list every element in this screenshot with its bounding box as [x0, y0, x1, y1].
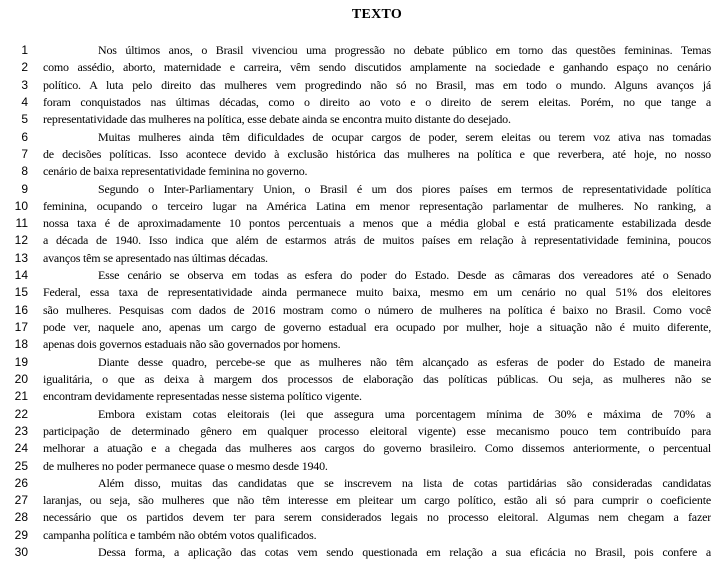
line-text: apenas dois governos estaduais não são governados por homens. [43, 337, 341, 352]
line-text: encontram devidamente representadas nesse sistema político vigente. [43, 389, 362, 404]
line-text: melhorar a atuação e a chegada das mulheres aos cargos do governo brasileiro. Como dissemos anteriormente, o percentual [43, 441, 711, 456]
line-text: campanha política e também não obtém votos qualificados. [43, 527, 317, 542]
text-line [0, 354, 718, 371]
line-text: foram conquistados nas últimas décadas, como o direito ao voto e o direito de serem eleitas. Porém, no que tange a [43, 94, 711, 109]
text-line [0, 94, 718, 111]
text-line [0, 406, 718, 423]
text-line [0, 146, 718, 163]
line-text: nossa taxa é de aproximadamente 10 pontos percentuais a menos que a média global e está praticamente estabilizada desde [43, 216, 711, 231]
line-number: 25 [14, 458, 28, 473]
text-line [0, 129, 718, 146]
text-line [0, 198, 718, 215]
line-number: 26 [14, 475, 28, 490]
text-line [0, 544, 718, 561]
line-text: representatividade das mulheres na política, esse debate ainda se encontra muito distante do desejado. [43, 112, 511, 127]
line-number: 1 [21, 43, 28, 57]
line-text: Além disso, muitas das candidatas que se inscrevem na lista de cotas partidárias são consideradas candidatas [98, 475, 711, 490]
text-line [0, 215, 718, 232]
line-text: Esse cenário se observa em todas as esfera do poder do Estado. Desde as câmaras dos vereadores até o Senado [98, 268, 711, 283]
line-number: 28 [14, 510, 28, 525]
line-text: necessário que os partidos devem ter para serem considerados legais no processo eleitoral. Algumas nem chegam a fazer [43, 510, 711, 525]
line-number: 20 [14, 371, 28, 386]
line-text: são mulheres. Pesquisas com dados de 2016 mostram como o número de mulheres na política é baixo no Brasil. Como você [43, 302, 711, 317]
line-number: 3 [21, 77, 28, 92]
line-text: Embora existam cotas eleitorais (lei que assegura uma porcentagem mínima de 30% e máxima de 70% a [98, 406, 711, 421]
line-text: Nos últimos anos, o Brasil vivenciou uma progressão no debate público em torno das questões femininas. Temas [98, 43, 711, 57]
line-number: 22 [14, 406, 28, 421]
text-line [0, 163, 718, 180]
text-line [0, 77, 718, 94]
line-number: 2 [21, 60, 28, 75]
text-body [0, 42, 718, 561]
text-line [0, 509, 718, 526]
line-number: 23 [14, 423, 28, 438]
line-text: Muitas mulheres ainda têm dificuldades de ocupar cargos de poder, serem eleitas ou terem voz ativa nas tomadas [98, 129, 711, 144]
line-text: como assédio, aborto, maternidade e carreira, vêm sendo discutidos amplamente na sociedade e ganhando espaço no cenário [43, 60, 711, 75]
line-number: 29 [14, 527, 28, 542]
line-number: 15 [14, 285, 28, 300]
line-number: 27 [14, 493, 28, 508]
line-text: a década de 1940. Isso indica que além de estarmos atrás de muitos países em relação à representatividade feminina, poucos [43, 233, 711, 248]
line-text: de mulheres no poder permanece quase o mesmo desde 1940. [43, 458, 328, 473]
text-line [0, 59, 718, 76]
line-number: 16 [14, 302, 28, 317]
line-number: 12 [14, 233, 28, 248]
text-line [0, 336, 718, 353]
line-number: 13 [14, 250, 28, 265]
text-line [0, 371, 718, 388]
line-number: 21 [14, 389, 28, 404]
line-number: 18 [14, 337, 28, 352]
text-line [0, 458, 718, 475]
line-text: Federal, essa taxa de representatividade ainda permanece muito baixa, mesmo em um cenário no qual 51% dos eleitores [43, 285, 711, 300]
text-line [0, 475, 718, 492]
line-text: igualitária, o que as deixa à margem dos processos de elaboração das políticas públicas. Ou seja, as mulheres não se [43, 371, 711, 386]
line-text: cenário de baixa representatividade feminina no governo. [43, 164, 308, 179]
text-line [0, 42, 718, 59]
text-line [0, 319, 718, 336]
line-number: 19 [14, 354, 28, 369]
text-line [0, 388, 718, 405]
line-text: Dessa forma, a aplicação das cotas vem sendo questionada em relação a sua eficácia no Brasil, pois confere a [98, 545, 711, 560]
line-number: 11 [15, 216, 28, 231]
line-text: participação de determinado gênero em qualquer processo eleitoral vigente) esse mecanismo pouco tem contribuído para [43, 423, 711, 438]
line-number: 8 [21, 164, 28, 179]
line-number: 14 [14, 268, 28, 283]
line-number: 30 [14, 545, 28, 560]
text-line [0, 302, 718, 319]
text-line [0, 250, 718, 267]
line-text: pode ver, naquele ano, apenas um cargo de governo estadual era ocupado por mulher, hoje a situação não é muito diferente, [43, 320, 711, 334]
line-text: avanços têm se apresentado nas últimas décadas. [43, 250, 268, 265]
line-text: Segundo o Inter-Parliamentary Union, o Brasil é um dos piores países em termos de representatividade política [98, 181, 711, 196]
text-line [0, 111, 718, 128]
page-title: TEXTO [351, 7, 403, 22]
line-number: 5 [21, 112, 28, 127]
text-line [0, 284, 718, 301]
text-line [0, 267, 718, 284]
line-number: 7 [21, 146, 28, 161]
line-text: político. A luta pelo direito das mulheres vem progredindo não só no Brasil, mas em todo o mundo. Alguns avanços já [43, 77, 711, 92]
line-number: 4 [21, 94, 28, 109]
text-line [0, 181, 718, 198]
text-line [0, 232, 718, 249]
line-number: 9 [21, 181, 28, 196]
line-text: de decisões políticas. Isso acontece devido à exclusão histórica das mulheres na política e que reverbera, até hoje, no nosso [43, 146, 711, 161]
text-line [0, 440, 718, 457]
text-line [0, 492, 718, 509]
text-line [0, 527, 718, 544]
line-text: laranjas, ou seja, são mulheres que não têm interesse em pleitear um cargo político, estão ali só para cumprir o coeficiente [43, 493, 711, 508]
text-line [0, 423, 718, 440]
line-text: Diante desse quadro, percebe-se que as mulheres não têm alcançado as esferas de poder do Estado de maneira [98, 354, 711, 369]
line-number: 24 [14, 441, 28, 456]
line-number: 17 [14, 320, 28, 334]
line-text: feminina, ocupando o terceiro lugar na América Latina em menor representação parlamentar de mulheres. No ranking, a [43, 198, 711, 213]
line-number: 6 [21, 129, 28, 144]
line-number: 10 [14, 198, 28, 213]
